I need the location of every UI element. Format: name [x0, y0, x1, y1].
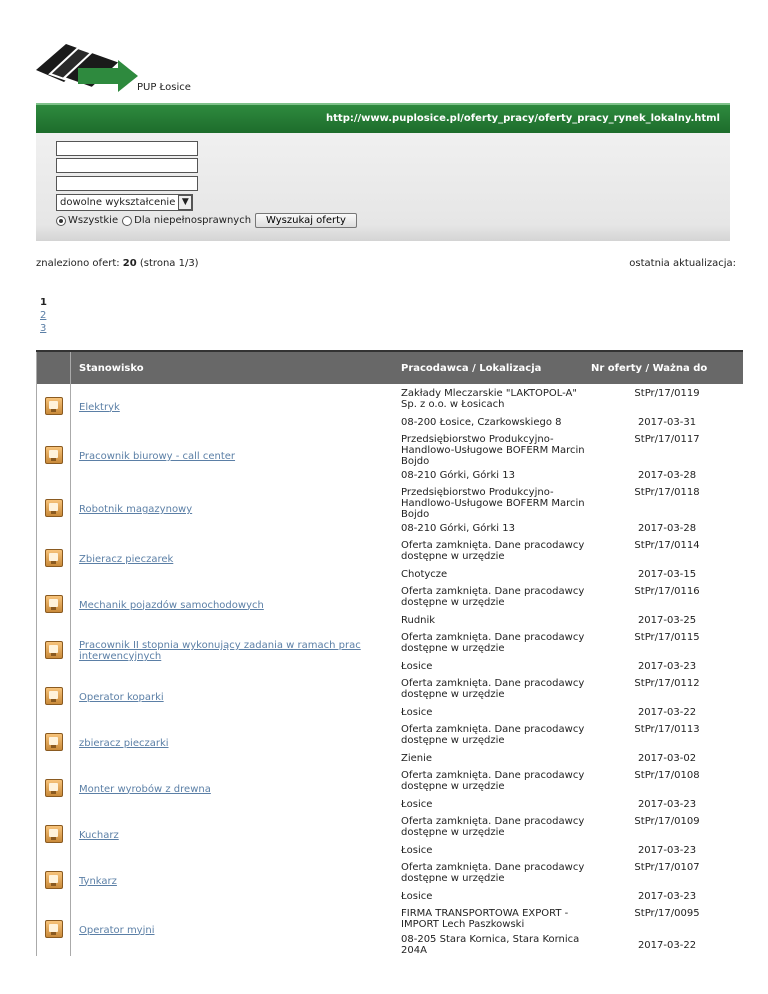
offer-details-icon[interactable]	[45, 779, 63, 797]
table-row	[37, 430, 744, 467]
table-row	[37, 674, 744, 704]
search-input-2[interactable]	[56, 158, 198, 173]
offer-employer: Zakłady Mleczarskie "LAKTOPOL-A" Sp. z o.o. w Łosicach	[401, 388, 577, 410]
offer-title-link[interactable]: Elektryk	[79, 401, 120, 413]
offer-employer: Przedsiębiorstwo Produkcyjno-Handlowo-Usługowe BOFERM Marcin Bojdo	[401, 434, 585, 467]
pagination	[40, 296, 47, 335]
table-row	[37, 812, 744, 842]
offer-number: StPr/17/0109	[634, 816, 700, 827]
offer-location: Rudnik	[401, 614, 436, 626]
offer-type-radios	[56, 213, 357, 228]
table-row	[37, 858, 744, 888]
offer-title-cell	[71, 720, 398, 766]
offer-title-cell	[71, 483, 398, 536]
header-icon-col	[37, 351, 71, 384]
page-link-3[interactable]: 3	[40, 323, 47, 334]
dropdown-arrow-icon[interactable]: ▼	[178, 195, 192, 210]
offer-employer: Oferta zamknięta. Dane pracodawcy dostępne w urzędzie	[401, 724, 585, 746]
offer-icon-cell	[37, 674, 71, 720]
offer-valid-until: 2017-03-25	[637, 614, 697, 626]
search-input-3[interactable]	[56, 176, 198, 191]
offer-employer: Oferta zamknięta. Dane pracodawcy dostępne w urzędzie	[401, 540, 585, 562]
offer-icon-cell	[37, 812, 71, 858]
search-form	[36, 133, 730, 241]
header-position: Stanowisko	[71, 351, 398, 384]
offer-number: StPr/17/0108	[634, 770, 700, 781]
radio-disabled-label: Dla niepełnosprawnych	[134, 215, 252, 226]
offer-details-icon[interactable]	[45, 687, 63, 705]
offer-number: StPr/17/0117	[634, 434, 700, 445]
offer-title-link[interactable]: Kucharz	[79, 829, 119, 841]
education-select-value: dowolne wykształcenie	[60, 197, 176, 208]
offer-details-icon[interactable]	[45, 499, 63, 517]
table-row	[37, 483, 744, 520]
offer-details-icon[interactable]	[45, 595, 63, 613]
page-link-2[interactable]: 2	[40, 310, 47, 321]
offer-title-cell	[71, 628, 398, 674]
page-url[interactable]: http://www.puplosice.pl/oferty_pracy/oferty_pracy_rynek_lokalny.html	[326, 113, 720, 124]
offer-title-cell	[71, 674, 398, 720]
table-row	[37, 384, 744, 414]
offer-location: Chotycze	[401, 568, 448, 580]
offer-details-icon[interactable]	[45, 920, 63, 938]
offer-title-cell	[71, 582, 398, 628]
offer-title-link[interactable]: Zbieracz pieczarek	[79, 553, 174, 565]
offer-valid-until: 2017-03-22	[637, 706, 697, 718]
offer-number: StPr/17/0107	[634, 862, 700, 873]
offer-employer: Przedsiębiorstwo Produkcyjno-Handlowo-Usługowe BOFERM Marcin Bojdo	[401, 487, 585, 520]
offer-valid-until: 2017-03-28	[637, 522, 697, 534]
table-row	[37, 582, 744, 612]
offer-valid-until: 2017-03-23	[637, 798, 697, 810]
offer-title-link[interactable]: Monter wyrobów z drewna	[79, 783, 211, 795]
offer-location: Łosice	[401, 798, 433, 810]
search-button[interactable]: Wyszukaj oferty	[255, 213, 357, 228]
offer-title-cell	[71, 858, 398, 904]
offer-valid-until: 2017-03-22	[637, 939, 697, 951]
offer-valid-until: 2017-03-31	[637, 416, 697, 428]
offer-title-link[interactable]: zbieracz pieczarki	[79, 737, 169, 749]
page-current: 1	[40, 297, 47, 308]
search-input-1[interactable]	[56, 141, 198, 156]
offer-icon-cell	[37, 483, 71, 536]
offer-location: 08-210 Górki, Górki 13	[401, 522, 515, 534]
offer-title-cell	[71, 536, 398, 582]
offer-valid-until: 2017-03-15	[637, 568, 697, 580]
offer-details-icon[interactable]	[45, 641, 63, 659]
offer-title-link[interactable]: Pracownik II stopnia wykonujący zadania w ramach prac interwencyjnych	[79, 640, 361, 662]
table-row	[37, 536, 744, 566]
offer-employer: Oferta zamknięta. Dane pracodawcy dostępne w urzędzie	[401, 678, 585, 700]
offer-number: StPr/17/0118	[634, 487, 700, 498]
offer-employer: Oferta zamknięta. Dane pracodawcy dostępne w urzędzie	[401, 632, 585, 654]
offers-table	[36, 350, 743, 956]
offer-title-link[interactable]: Operator myjni	[79, 924, 155, 936]
header-employer: Pracodawca / Lokalizacja	[397, 351, 591, 384]
offer-title-link[interactable]: Mechanik pojazdów samochodowych	[79, 599, 264, 611]
results-count-prefix: znaleziono ofert:	[36, 258, 123, 269]
offer-details-icon[interactable]	[45, 446, 63, 464]
last-update: ostatnia aktualizacja:	[629, 258, 736, 269]
offer-details-icon[interactable]	[45, 549, 63, 567]
table-row	[37, 904, 744, 934]
offer-number: StPr/17/0114	[634, 540, 700, 551]
offer-icon-cell	[37, 628, 71, 674]
offer-number: StPr/17/0116	[634, 586, 700, 597]
offer-icon-cell	[37, 582, 71, 628]
offer-icon-cell	[37, 904, 71, 956]
header-offer-nr: Nr oferty / Ważna do	[591, 351, 743, 384]
offer-valid-until: 2017-03-02	[637, 752, 697, 764]
table-row	[37, 766, 744, 796]
offer-location: 08-200 Łosice, Czarkowskiego 8	[401, 416, 562, 428]
offer-icon-cell	[37, 720, 71, 766]
offer-icon-cell	[37, 858, 71, 904]
offer-number: StPr/17/0115	[634, 632, 700, 643]
offer-number: StPr/17/0119	[634, 388, 700, 399]
radio-all-label: Wszystkie	[68, 215, 119, 226]
offer-employer: Oferta zamknięta. Dane pracodawcy dostępne w urzędzie	[401, 770, 585, 792]
offer-location: 08-205 Stara Kornica, Stara Kornica 204A	[401, 934, 580, 956]
offer-details-icon[interactable]	[45, 825, 63, 843]
radio-all[interactable]	[56, 216, 66, 226]
education-select[interactable]	[56, 194, 193, 211]
offer-title-cell	[71, 384, 398, 430]
offer-location: Łosice	[401, 844, 433, 856]
offer-title-link[interactable]: Operator koparki	[79, 691, 164, 703]
offer-number: StPr/17/0112	[634, 678, 700, 689]
results-count-suffix: (strona 1/3)	[136, 258, 199, 269]
offer-title-cell	[71, 812, 398, 858]
radio-disabled[interactable]	[122, 216, 132, 226]
offer-employer: FIRMA TRANSPORTOWA EXPORT - IMPORT Lech Paszkowski	[401, 908, 569, 930]
offer-employer: Oferta zamknięta. Dane pracodawcy dostępne w urzędzie	[401, 816, 585, 838]
offer-number: StPr/17/0113	[634, 724, 700, 735]
offer-location: Łosice	[401, 660, 433, 672]
offer-icon-cell	[37, 430, 71, 483]
offer-title-cell	[71, 430, 398, 483]
table-row	[37, 720, 744, 750]
results-count-number: 20	[122, 258, 137, 269]
offer-employer: Oferta zamknięta. Dane pracodawcy dostępne w urzędzie	[401, 586, 585, 608]
offer-number: StPr/17/0095	[634, 908, 700, 919]
offer-location: Łosice	[401, 890, 433, 902]
offer-icon-cell	[37, 766, 71, 812]
offer-employer: Oferta zamknięta. Dane pracodawcy dostępne w urzędzie	[401, 862, 585, 884]
offer-location: Łosice	[401, 706, 433, 718]
offer-valid-until: 2017-03-23	[637, 844, 697, 856]
offer-title-link[interactable]: Tynkarz	[79, 875, 117, 887]
offer-valid-until: 2017-03-23	[637, 890, 697, 902]
offer-title-link[interactable]: Robotnik magazynowy	[79, 504, 193, 515]
offers-body	[37, 384, 744, 956]
offer-icon-cell	[37, 536, 71, 582]
offer-details-icon[interactable]	[45, 397, 63, 415]
offer-location: 08-210 Górki, Górki 13	[401, 469, 515, 481]
offer-valid-until: 2017-03-28	[637, 469, 697, 481]
brand-name: PUP Łosice	[137, 82, 191, 93]
offer-valid-until: 2017-03-23	[637, 660, 697, 672]
offer-icon-cell	[37, 384, 71, 430]
offer-title-cell	[71, 904, 398, 956]
offer-details-icon[interactable]	[45, 733, 63, 751]
results-count	[36, 258, 199, 269]
offer-title-cell	[71, 766, 398, 812]
offer-location: Zienie	[401, 752, 433, 764]
offer-details-icon[interactable]	[45, 871, 63, 889]
table-row	[37, 628, 744, 658]
url-bar	[36, 103, 730, 135]
offer-title-link[interactable]: Pracownik biurowy - call center	[79, 451, 236, 462]
